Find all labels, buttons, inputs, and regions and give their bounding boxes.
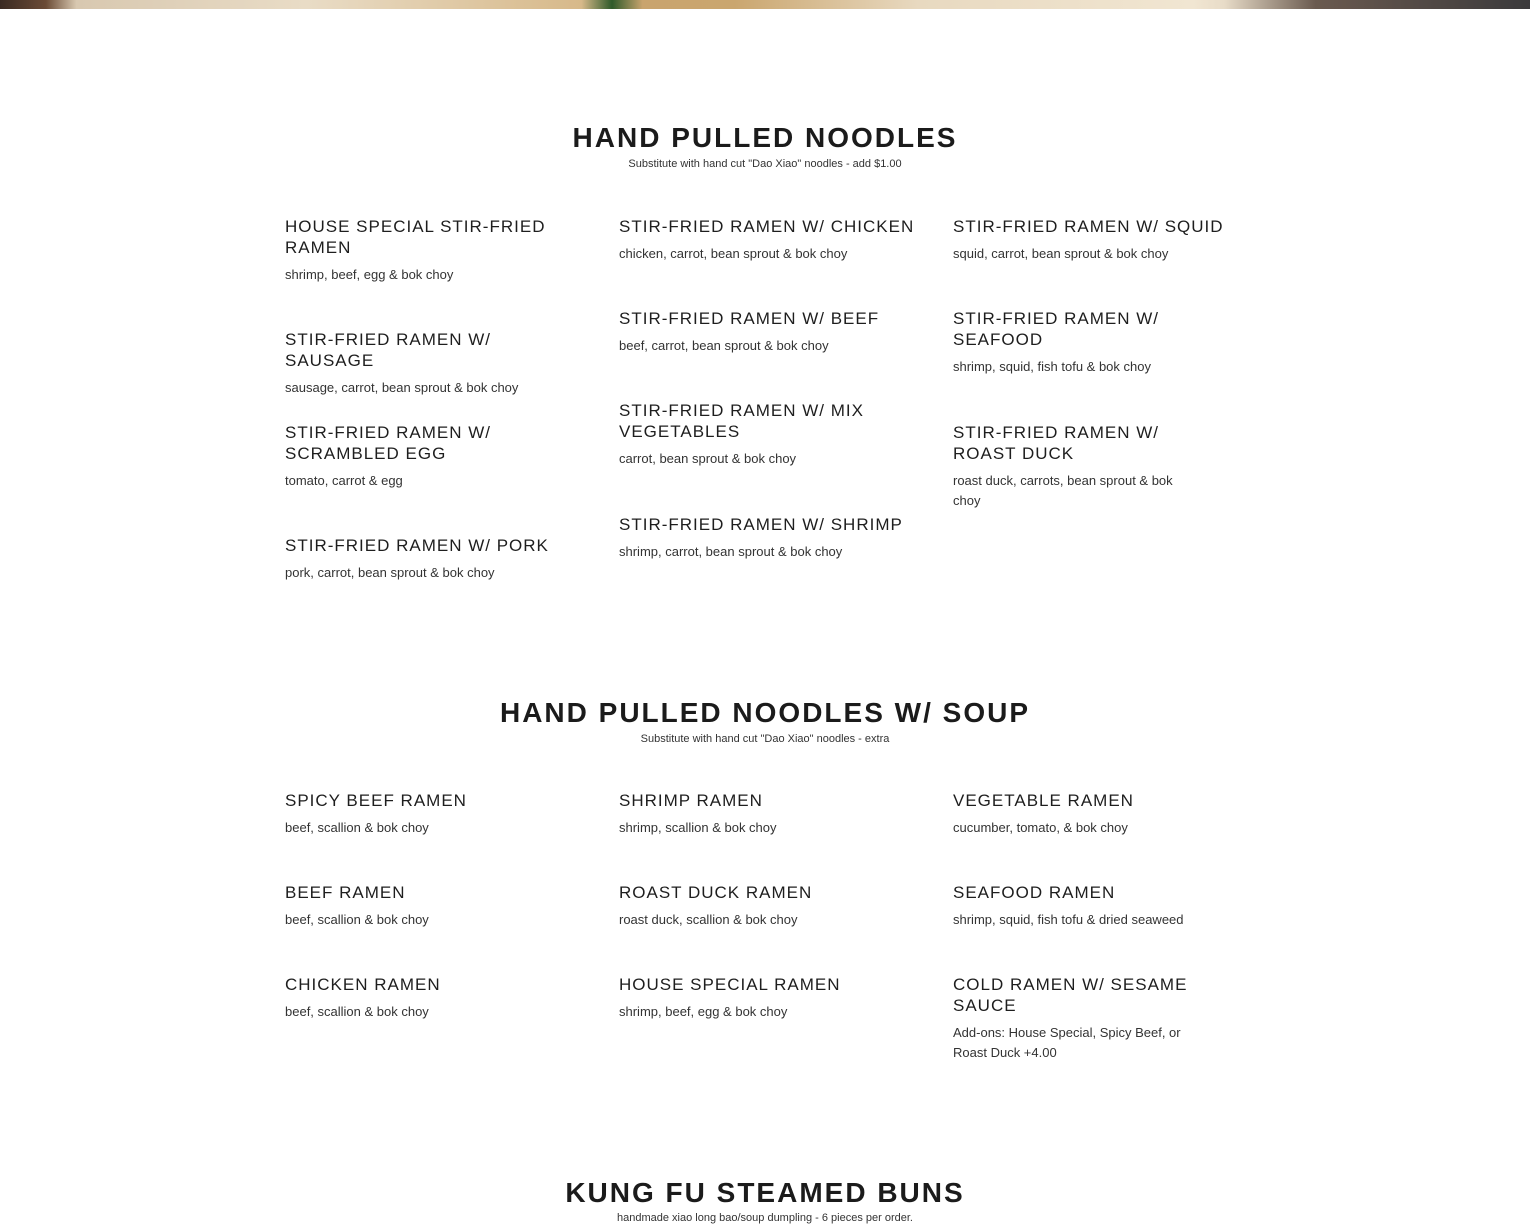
menu-section-hand-pulled-noodles <box>0 121 1530 171</box>
menu-item <box>953 974 1198 1063</box>
section-title: KUNG FU STEAMED BUNS <box>565 1177 965 1208</box>
item-name: SPICY BEEF RAMEN <box>285 791 467 810</box>
item-name: SEAFOOD RAMEN <box>953 883 1116 902</box>
item-name: STIR-FRIED RAMEN W/ SQUID <box>953 217 1224 236</box>
item-name: STIR-FRIED RAMEN W/ SEAFOOD <box>953 309 1159 349</box>
item-description: beef, carrot, bean sprout & bok choy <box>619 338 829 353</box>
item-description: pork, carrot, bean sprout & bok choy <box>285 565 495 580</box>
menu-item <box>285 535 560 583</box>
item-description: shrimp, squid, fish tofu & bok choy <box>953 359 1151 374</box>
item-description: shrimp, scallion & bok choy <box>619 820 777 835</box>
item-description: beef, scallion & bok choy <box>285 820 429 835</box>
item-description: cucumber, tomato, & bok choy <box>953 820 1128 835</box>
section-title: HAND PULLED NOODLES <box>572 122 958 153</box>
section-subtitle: Substitute with hand cut "Dao Xiao" noodles - add $1.00 <box>628 158 902 170</box>
item-name: SHRIMP RAMEN <box>619 791 763 810</box>
item-description: beef, scallion & bok choy <box>285 1004 429 1019</box>
item-description: shrimp, beef, egg & bok choy <box>619 1004 788 1019</box>
item-description: shrimp, carrot, bean sprout & bok choy <box>619 544 843 559</box>
menu-item <box>619 216 919 264</box>
menu-item <box>953 790 1233 838</box>
menu-item <box>285 422 560 491</box>
menu-item <box>285 790 560 838</box>
item-description: shrimp, squid, fish tofu & dried seaweed <box>953 912 1184 927</box>
item-description: roast duck, scallion & bok choy <box>619 912 798 927</box>
item-description: Add-ons: House Special, Spicy Beef, or Roast Duck +4.00 <box>953 1025 1181 1060</box>
menu-item <box>953 882 1233 930</box>
menu-item <box>285 974 560 1022</box>
item-name: STIR-FRIED RAMEN W/ CHICKEN <box>619 217 915 236</box>
menu-item <box>619 308 919 356</box>
item-name: STIR-FRIED RAMEN W/ PORK <box>285 536 549 555</box>
item-name: CHICKEN RAMEN <box>285 975 441 994</box>
menu-section-hand-pulled-noodles-soup <box>0 696 1530 746</box>
item-description: roast duck, carrots, bean sprout & bok choy <box>953 473 1173 508</box>
item-description: carrot, bean sprout & bok choy <box>619 451 797 466</box>
item-name: STIR-FRIED RAMEN W/ MIX VEGETABLES <box>619 401 864 441</box>
item-name: HOUSE SPECIAL STIR-FRIED RAMEN <box>285 217 546 257</box>
item-description: beef, scallion & bok choy <box>285 912 429 927</box>
item-description: shrimp, beef, egg & bok choy <box>285 267 454 282</box>
item-description: squid, carrot, bean sprout & bok choy <box>953 246 1169 261</box>
menu-section-kung-fu-steamed-buns <box>0 1176 1530 1225</box>
menu-item <box>953 308 1193 377</box>
menu-item <box>619 400 894 469</box>
item-description: sausage, carrot, bean sprout & bok choy <box>285 380 519 395</box>
menu-item <box>619 974 894 1022</box>
menu-item <box>619 882 894 930</box>
section-subtitle: Substitute with hand cut "Dao Xiao" noodles - extra <box>640 733 890 745</box>
item-description: chicken, carrot, bean sprout & bok choy <box>619 246 848 261</box>
item-name: COLD RAMEN W/ SESAME SAUCE <box>953 975 1188 1015</box>
item-name: ROAST DUCK RAMEN <box>619 883 813 902</box>
item-name: BEEF RAMEN <box>285 883 406 902</box>
item-name: STIR-FRIED RAMEN W/ SCRAMBLED EGG <box>285 423 491 463</box>
menu-item <box>285 329 560 398</box>
item-name: VEGETABLE RAMEN <box>953 791 1134 810</box>
menu-item <box>619 790 894 838</box>
item-name: STIR-FRIED RAMEN W/ SAUSAGE <box>285 330 491 370</box>
item-name: STIR-FRIED RAMEN W/ BEEF <box>619 309 880 328</box>
section-subtitle: handmade xiao long bao/soup dumpling - 6 pieces per order. <box>617 1212 913 1224</box>
item-name: HOUSE SPECIAL RAMEN <box>619 975 841 994</box>
section-title: HAND PULLED NOODLES W/ SOUP <box>499 697 1030 728</box>
menu-item <box>619 514 919 562</box>
item-name: STIR-FRIED RAMEN W/ ROAST DUCK <box>953 423 1159 463</box>
menu-item <box>285 216 560 285</box>
menu-item <box>953 216 1233 264</box>
item-description: tomato, carrot & egg <box>285 473 403 488</box>
menu-item <box>285 882 560 930</box>
hero-image-strip <box>0 0 1530 9</box>
item-name: STIR-FRIED RAMEN W/ SHRIMP <box>619 515 903 534</box>
menu-item <box>953 422 1223 511</box>
